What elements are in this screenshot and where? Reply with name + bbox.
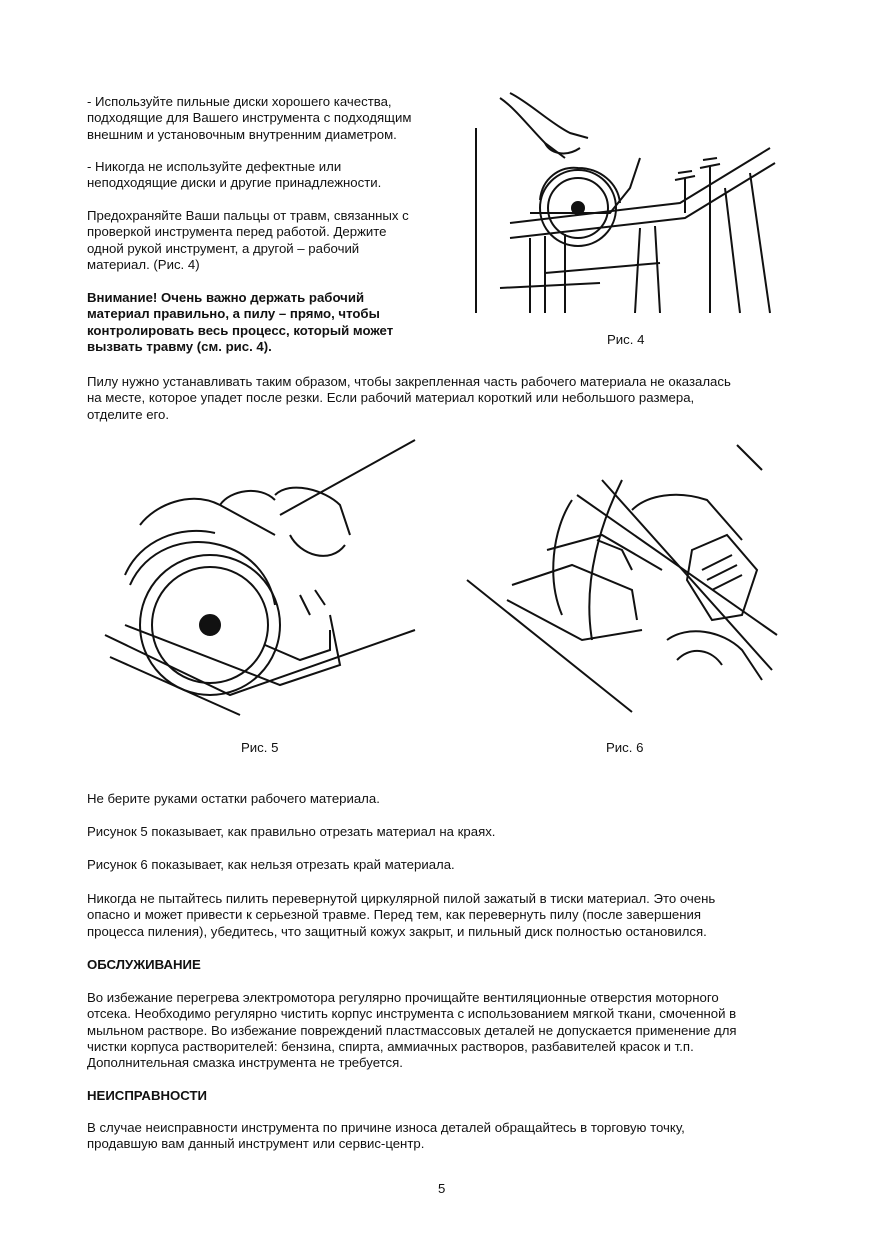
paragraph-leftovers: Не берите руками остатки рабочего материала.	[87, 791, 380, 806]
paragraph-protect-fingers: Предохраняйте Ваши пальцы от травм, связанных с проверкой инструмента перед работой. Держите одной рукой инструмент, а другой – рабочий материал. (Рис. 4)	[87, 208, 409, 272]
paragraph-figure-5-note: Рисунок 5 показывает, как правильно отрезать материал на краях.	[87, 824, 496, 839]
warning-paragraph: Внимание! Очень важно держать рабочий материал правильно, а пилу – прямо, чтобы контролировать весь процесс, который может вызвать травму (см. рис. 4).	[87, 290, 394, 354]
figure-6-illustration	[462, 440, 782, 715]
maintenance-text: Во избежание перегрева электромотора регулярно прочищайте вентиляционные отверстия моторного отсека. Необходимо регулярно чистить корпус инструмента с использованием мягкой ткани, смоченной в мыльном растворе. Во избежание повреждений пластмассовых деталей не допускается применение для чистки корпуса растворителей: бензина, спирта, аммиачных растворов, разбавителей красок и т.п. Дополнительная смазка инструмента не требуется.	[87, 990, 737, 1071]
figure-5-illustration	[100, 435, 420, 705]
paragraph-saw-blade-quality: - Используйте пильные диски хорошего качества, подходящие для Вашего инструмента с подходящим внешним и установочным внутренним диаметром.	[87, 94, 412, 142]
figure-6-caption: Рис. 6	[606, 740, 644, 755]
figure-4-caption: Рис. 4	[607, 332, 645, 347]
page-number: 5	[438, 1181, 446, 1196]
faults-text: В случае неисправности инструмента по причине износа деталей обращайтесь в торговую точку, продавшую вам данный инструмент или сервис-центр.	[87, 1120, 685, 1152]
figure-5-caption: Рис. 5	[241, 740, 279, 755]
paragraph-inverted-saw: Никогда не пытайтесь пилить перевернутой циркулярной пилой зажатый в тиски материал. Это очень опасно и может привести к серьезной травме. Перед тем, как перевернуть пилу (после завершения процесса пиления), убедитесь, что защитный кожух закрыт, и пильный диск полностью остановился.	[87, 891, 716, 939]
faults-heading: НЕИСПРАВНОСТИ	[87, 1088, 207, 1103]
figure-4-illustration	[470, 88, 780, 320]
paragraph-defective-blades: - Никогда не используйте дефектные или неподходящие диски и другие принадлежности.	[87, 159, 382, 191]
paragraph-saw-placement: Пилу нужно устанавливать таким образом, чтобы закрепленная часть рабочего материала не оказалась на месте, которое упадет после резки. Если рабочий материал короткий или небольшого размера, отделите его.	[87, 374, 731, 422]
maintenance-heading: ОБСЛУЖИВАНИЕ	[87, 957, 201, 972]
paragraph-figure-6-note: Рисунок 6 показывает, как нельзя отрезать край материала.	[87, 857, 455, 872]
